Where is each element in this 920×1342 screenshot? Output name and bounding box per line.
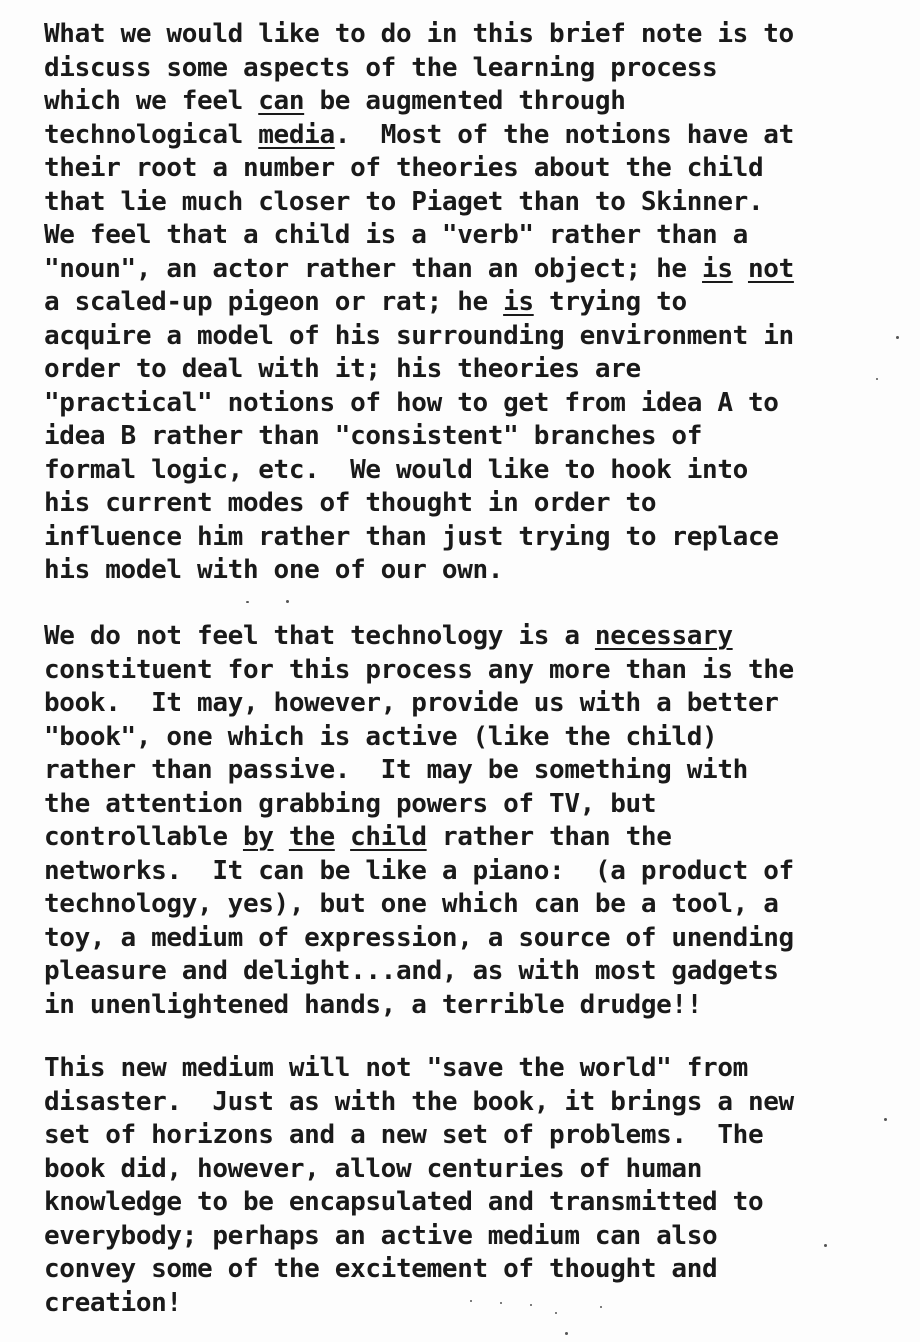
text-segment: be augmented through: [304, 86, 626, 116]
text-line: [44, 18, 914, 52]
scan-speck: [470, 1300, 472, 1302]
text-line: [44, 654, 914, 688]
text-segment: a scaled-up pigeon or rat; he: [44, 287, 504, 317]
text-line: [44, 52, 914, 86]
text-line: [44, 1253, 914, 1287]
scan-speck: [824, 1244, 827, 1247]
underlined-word: child: [350, 822, 427, 852]
scan-speck: [286, 600, 289, 603]
underlined-word: media: [258, 119, 335, 150]
text-line: [44, 922, 914, 956]
text-segment: disaster. Just as with the book, it brings a new: [44, 1086, 794, 1117]
text-line: [44, 620, 914, 654]
text-segment: toy, a medium of expression, a source of unending: [44, 922, 794, 953]
text-segment: trying to: [533, 287, 687, 317]
text-line: [44, 721, 914, 755]
underlined-word: the: [288, 822, 335, 852]
scan-speck: [565, 1332, 568, 1335]
text-segment: constituent for this process any more than is the: [44, 654, 794, 685]
text-segment: . Most of the notions have at: [334, 119, 794, 150]
text-line: [44, 487, 914, 521]
text-line: [44, 1220, 914, 1254]
underlined-word: is: [702, 253, 733, 284]
text-segment: pleasure and delight...and, as with most gadgets: [44, 956, 779, 986]
text-line: [44, 521, 914, 555]
text-segment: creation!: [44, 1287, 182, 1318]
text-segment: [335, 822, 350, 852]
text-segment: the attention grabbing powers of TV, but: [44, 788, 657, 819]
text-segment: knowledge to be encapsulated and transmitted to: [44, 1187, 764, 1217]
paragraph-new-medium: [44, 1052, 914, 1320]
text-line: [44, 219, 914, 253]
text-line: [44, 754, 914, 788]
text-segment: We do not feel that technology is a: [44, 621, 595, 651]
text-segment: in unenlightened hands, a terrible drudge!!: [44, 989, 703, 1020]
scan-speck: [500, 1302, 502, 1304]
text-line: [44, 955, 914, 989]
text-line: [44, 888, 914, 922]
text-segment: "noun", an actor rather than an object; he: [44, 253, 703, 284]
text-line: [44, 320, 914, 354]
text-segment: We feel that a child is a "verb" rather than a: [44, 220, 748, 250]
text-line: [44, 186, 914, 220]
text-segment: discuss some aspects of the learning process: [44, 52, 718, 83]
text-line: [44, 152, 914, 186]
text-segment: everybody; perhaps an active medium can also: [44, 1220, 718, 1251]
text-line: [44, 353, 914, 387]
scan-speck: [246, 601, 249, 603]
text-segment: that lie much closer to Piaget than to Skinner.: [44, 186, 764, 217]
text-line: [44, 1086, 914, 1120]
text-line: [44, 989, 914, 1023]
text-segment: This new medium will not "save the world" from: [44, 1053, 748, 1083]
text-segment: order to deal with it; his theories are: [44, 354, 641, 384]
text-segment: which we feel: [44, 86, 259, 116]
text-line: [44, 420, 914, 454]
text-line: [44, 119, 914, 153]
text-line: [44, 554, 914, 588]
text-segment: formal logic, etc. We would like to hook into: [44, 454, 748, 485]
text-line: [44, 454, 914, 488]
text-line: [44, 85, 914, 119]
text-line: [44, 855, 914, 889]
text-line: [44, 1186, 914, 1220]
text-segment: networks. It can be like a piano: (a product of: [44, 855, 794, 886]
text-segment: [274, 822, 289, 852]
text-segment: technological: [44, 119, 259, 150]
text-segment: controllable: [44, 822, 243, 852]
scan-speck: [884, 1118, 887, 1121]
text-segment: rather than the: [426, 822, 672, 852]
paragraph-technology-book: [44, 620, 914, 1022]
text-line: [44, 821, 914, 855]
text-segment: "book", one which is active (like the child): [44, 721, 718, 752]
text-line: [44, 788, 914, 822]
scan-speck: [896, 336, 899, 339]
text-segment: "practical" notions of how to get from idea A to: [44, 387, 779, 418]
scan-speck: [530, 1304, 532, 1306]
text-segment: his model with one of our own.: [44, 555, 504, 585]
paragraph-learning-process: [44, 18, 914, 588]
text-segment: book. It may, however, provide us with a better: [44, 688, 779, 718]
underlined-word: not: [747, 253, 794, 284]
text-line: [44, 1119, 914, 1153]
text-segment: influence him rather than just trying to replace: [44, 521, 779, 552]
text-segment: rather than passive. It may be something with: [44, 755, 748, 785]
underlined-word: by: [242, 822, 274, 852]
scan-speck: [600, 1306, 602, 1308]
underlined-word: is: [503, 287, 534, 317]
text-segment: What we would like to do in this brief note is to: [44, 19, 794, 49]
text-segment: technology, yes), but one which can be a tool, a: [44, 889, 779, 919]
text-segment: book did, however, allow centuries of human: [44, 1153, 703, 1184]
text-segment: convey some of the excitement of thought and: [44, 1254, 718, 1284]
text-segment: set of horizons and a new set of problems. The: [44, 1120, 764, 1150]
text-line: [44, 1287, 914, 1321]
underlined-word: necessary: [594, 621, 733, 651]
text-segment: his current modes of thought in order to: [44, 488, 657, 518]
scan-speck: [555, 1312, 557, 1314]
underlined-word: can: [258, 86, 305, 116]
text-segment: idea B rather than "consistent" branches of: [44, 421, 703, 451]
text-line: [44, 387, 914, 421]
text-segment: their root a number of theories about the child: [44, 153, 764, 183]
text-line: [44, 1153, 914, 1187]
text-segment: [733, 254, 748, 284]
text-line: [44, 687, 914, 721]
text-line: [44, 253, 914, 287]
text-line: [44, 1052, 914, 1086]
text-segment: acquire a model of his surrounding environment in: [44, 320, 794, 351]
text-line: [44, 286, 914, 320]
scan-speck: [876, 378, 878, 380]
